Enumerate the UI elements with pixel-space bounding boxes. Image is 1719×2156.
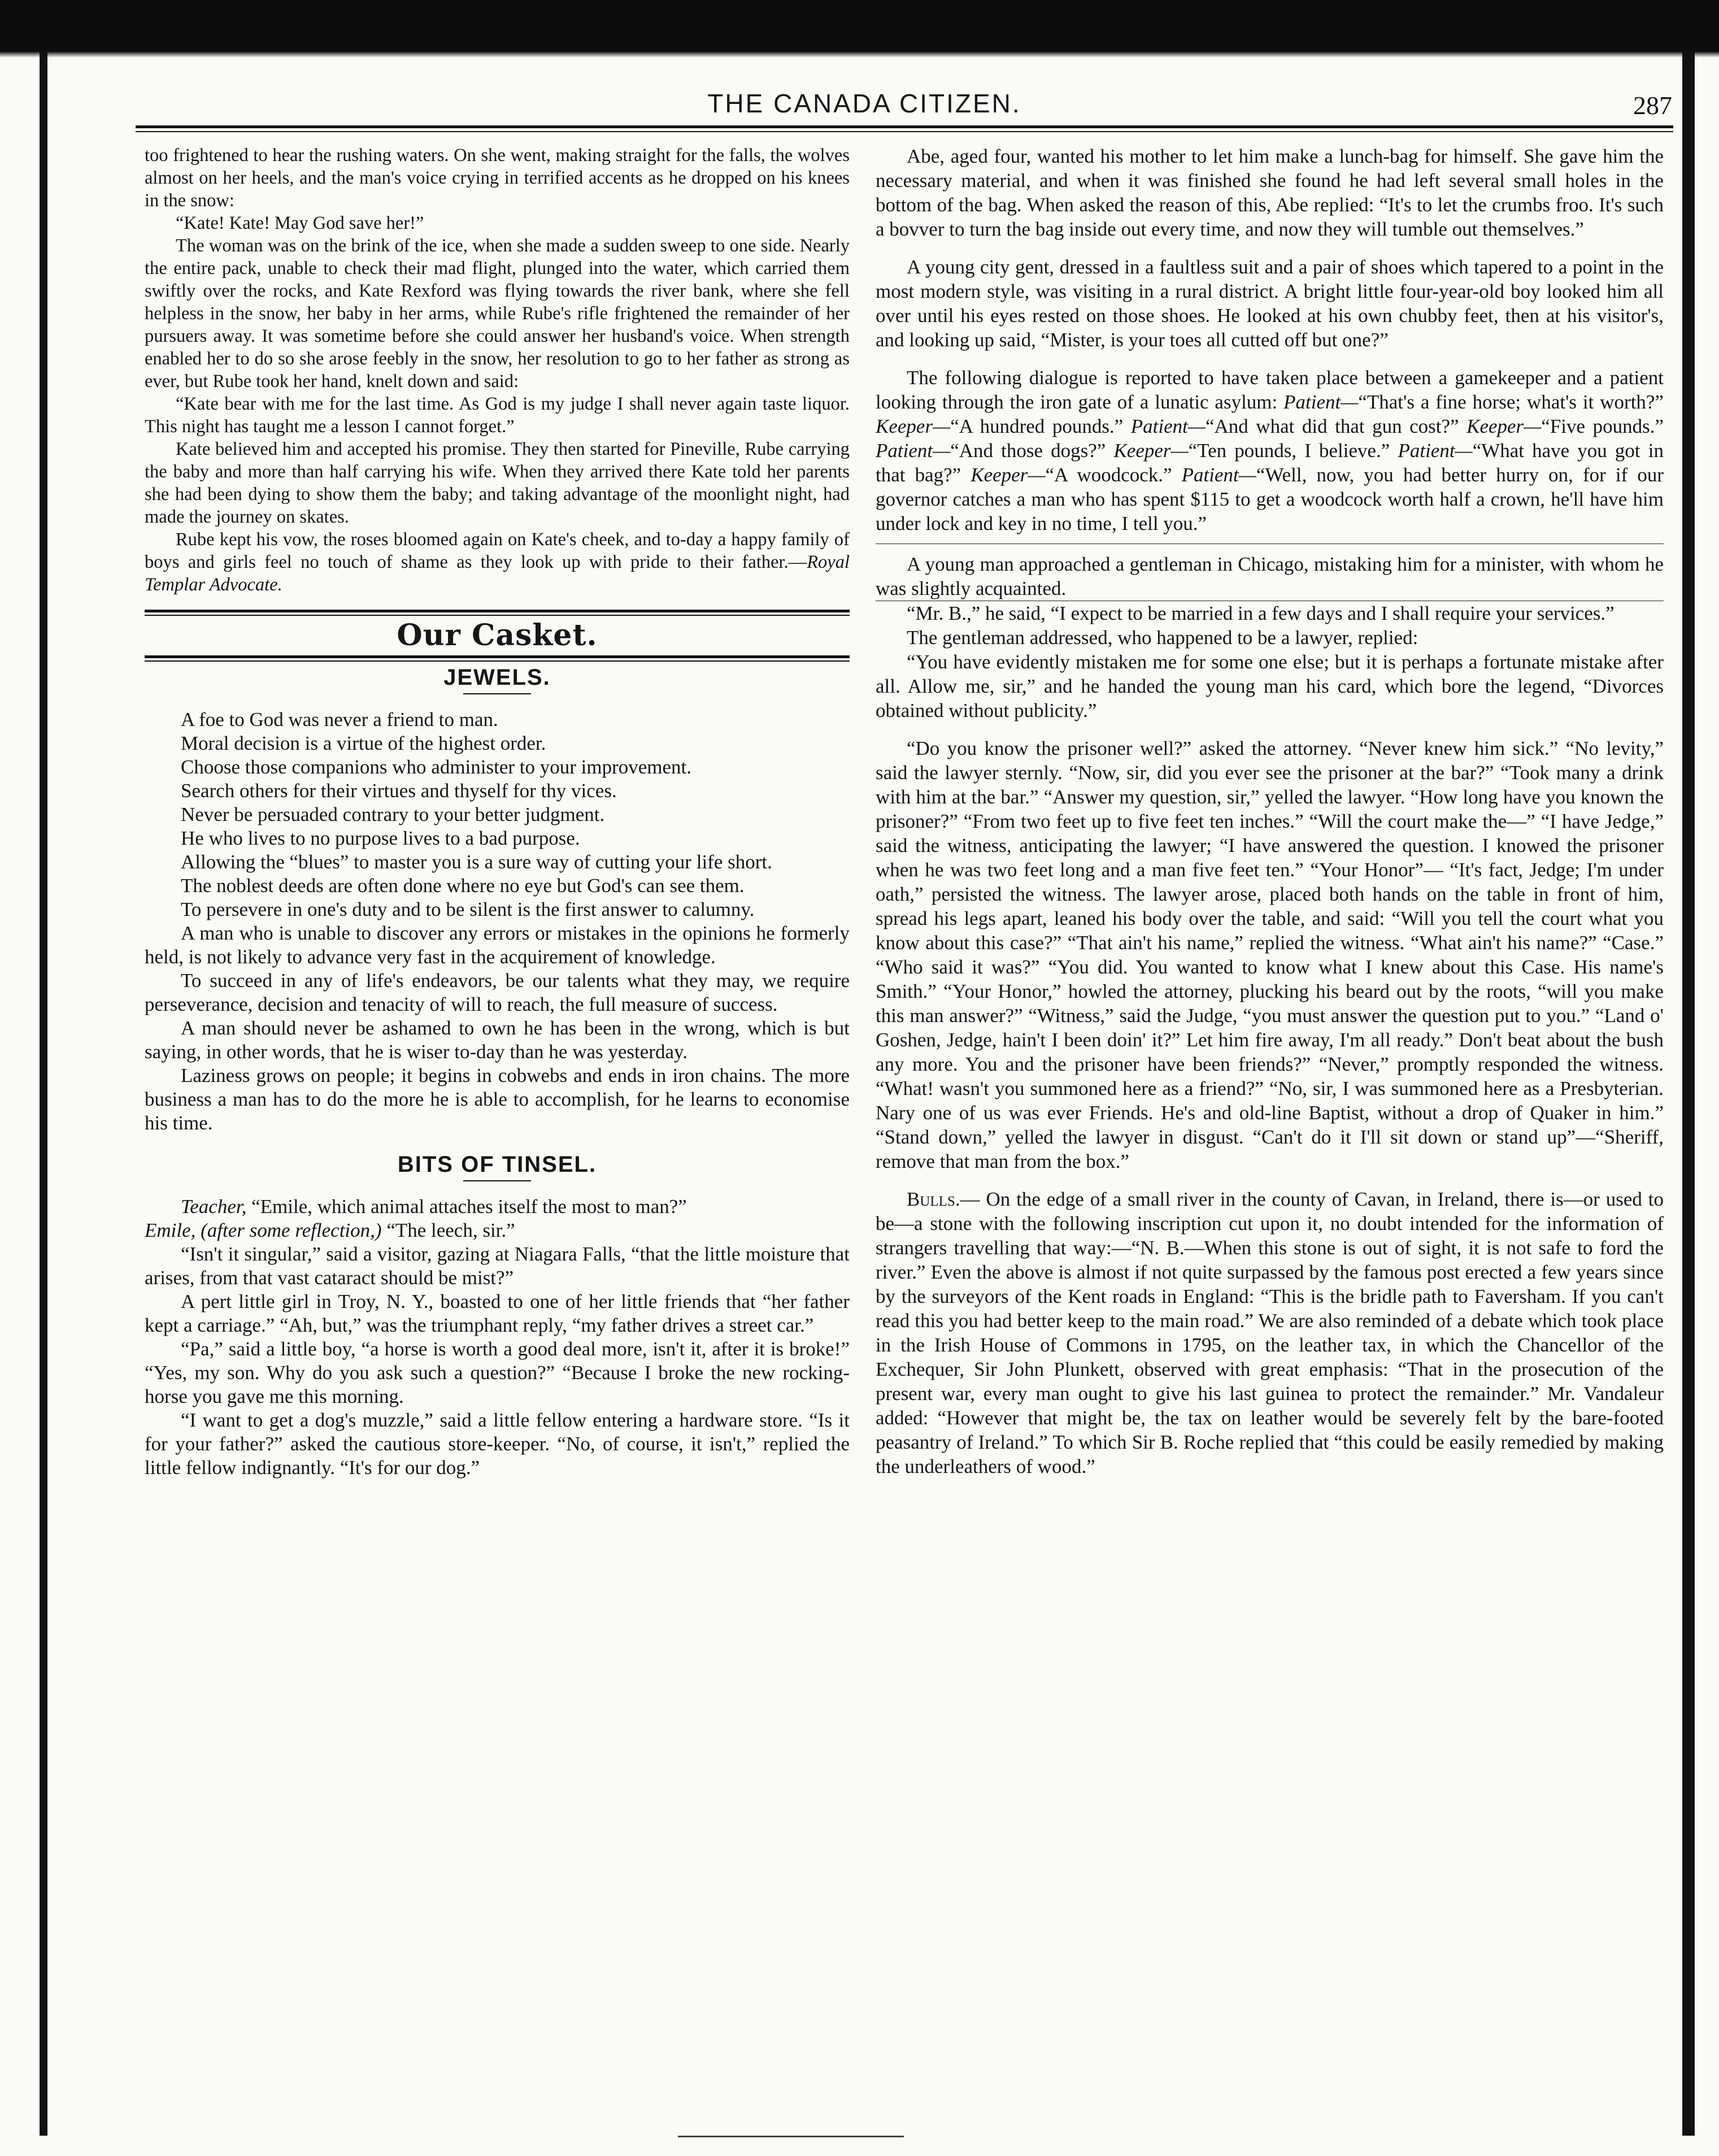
anecdote-chicago: “Mr. B.,” he said, “I expect to be married in a few days and I shall require your services.”	[907, 602, 1614, 624]
scan-left-border	[40, 51, 47, 2136]
story-paragraph: The woman was on the brink of the ice, when she made a sudden sweep to one side. Nearly the entire pack, unable to check their mad flight, plunged into the water, which carried them swiftly over the rocks, and Kate Rexford was flying towards the river bank, where she fell helpless in the snow, her baby in her arms, while Rube's rifle frightened the remainder of her pursuers away. It was sometime before she could answer her husband's voice. When strength enabled her to do so she arose feebly in the snow, her resolution to go to her father as strong as ever, but Rube took her hand, knelt down and said:	[145, 236, 850, 392]
bulls-text: — On the edge of a small river in the county of Cavan, in Ireland, there is—or used to be—a stone with the following inscription cut upon it, no doubt intended for the information of strangers travelling that way:—“N. B.—When this stone is out of sight, it is not safe to ford the river.” Even the above is almost if not quite surpassed by the famous post erected a few years since by the surveyors of the Kent roads in England: “This is the bridle path to Faversham. If you can't read this you had better keep to the main road.” We are also reminded of a debate which took place in the Irish House of Commons in 1795, on the leather tax, in which the Chancellor of the Exchequer, Sir John Plunkett, observed with great emphasis: “That in the prosecution of the present war, every man ought to give his last guinea to protect the remainder.” Mr. Vandaleur added: “However that might be, the tax on leather would be severely felt by the bare-footed peasantry of Ireland.” To which Sir B. Roche replied that “this could be easily remedied by making the underleathers of wood.”	[876, 1188, 1664, 1477]
emile-label: Emile, (after some reflection,)	[145, 1219, 382, 1241]
speaker-patient: Patient—	[1283, 391, 1359, 413]
dialogue-line: “What have you got in that bag?”	[876, 440, 1664, 486]
emile-text: “The leech, sir.”	[381, 1219, 515, 1241]
speaker-patient: Patient—	[876, 440, 951, 462]
header-rule	[136, 125, 1673, 128]
anecdote-gamekeeper	[876, 366, 1664, 536]
dialogue-line: “Well, now, you had better hurry on, for if our governor catches a man who has spent $115 to get a woodcock worth half a crown, he'll have him under lock and key in no time, I tell you.”	[876, 464, 1664, 534]
dialogue-line: “That's a fine horse; what's it worth?”	[1358, 391, 1664, 413]
anecdote-chicago: The gentleman addressed, who happened to be a lawyer, replied:	[907, 627, 1418, 649]
speaker-patient: Patient—	[1130, 415, 1206, 437]
section-divider	[145, 655, 850, 662]
anecdote-chicago: A young man approached a gentleman in Chicago, mistaking him for a minister, with whom he was slightly acquainted.	[876, 553, 1664, 599]
speaker-keeper: Keeper—	[971, 464, 1046, 486]
dialogue-line: “Five pounds.”	[1541, 415, 1664, 437]
dialogue-line: “And what did that gun cost?”	[1205, 415, 1467, 437]
bulls-label: Bulls.	[907, 1188, 960, 1210]
anecdote-chicago: “You have evidently mistaken me for some one else; but it is perhaps a fortunate mistake after all. Allow me, sir,” and he handed the young man his card, which bore the legend, “Divorces obtained without publicity.”	[876, 651, 1664, 721]
story-paragraph: Kate believed him and accepted his promise. They then started for Pineville, Rube carrying the baby and more than half carrying his wife. When they arrived there Kate told her parents she had been dying to show them the baby; and taking advantage of the moonlight night, had made the journey on skates.	[145, 439, 850, 527]
teacher-label: Teacher,	[181, 1196, 247, 1218]
speaker-keeper: Keeper—	[876, 415, 951, 437]
jewel-item: Moral decision is a virtue of the highest order.	[181, 732, 546, 754]
scan-top-shadow	[0, 52, 1719, 58]
scan-bottom-mark	[678, 2136, 904, 2143]
story-paragraph: too frightened to hear the rushing waters. On she went, making straight for the falls, the wolves almost on her heels, and the man's voice crying in terrified accents as he dropped on his knees in the snow:	[145, 145, 850, 211]
story-source: Royal Templar Advocate.	[145, 552, 850, 595]
header-rule-thin	[136, 131, 1673, 132]
page-number: 287	[1633, 91, 1672, 120]
dialogue-intro: The following dialogue is reported to have taken place between a gamekeeper and a patient looking through the iron gate of a lunatic asylum:	[876, 367, 1664, 413]
story-paragraph: “Kate bear with me for the last time. As God is my judge I shall never again taste liquor. This night has taught me a lesson I cannot forget.”	[145, 394, 850, 437]
tinsel-list	[145, 1195, 850, 1480]
jewels-list	[145, 708, 850, 1135]
speaker-patient: Patient—	[1181, 464, 1256, 486]
jewel-item: To succeed in any of life's endeavors, be our talents what they may, we require perseverance, decision and tenacity of will to reach, the full measure of success.	[145, 970, 850, 1015]
jewel-item: Allowing the “blues” to master you is a sure way of cutting your life short.	[181, 851, 772, 873]
anecdote-bulls	[876, 1187, 1664, 1479]
tinsel-item: “Isn't it singular,” said a visitor, gazing at Niagara Falls, “that the little moisture that arises, from that vast cataract should be mist?”	[145, 1243, 850, 1289]
jewel-item: Laziness grows on people; it begins in cobwebs and ends in iron chains. The more business a man has to do the more he is able to accomplish, for he learns to economise his time.	[145, 1064, 850, 1134]
jewel-item: Search others for their virtues and thyself for thy vices.	[181, 780, 617, 802]
jewel-item: A man who is unable to discover any errors or mistakes in the opinions he formerly held, is not likely to advance very fast in the acquirement of knowledge.	[145, 922, 850, 968]
speaker-keeper: Keeper—	[1113, 440, 1189, 462]
story-paragraph	[145, 528, 850, 596]
scan-top-border	[0, 0, 1719, 52]
masthead-title: THE CANADA CITIZEN.	[707, 89, 1021, 118]
speaker-keeper: Keeper—	[1466, 415, 1542, 437]
dialogue-line: “And those dogs?”	[950, 440, 1114, 462]
dialogue-line: “Ten pounds, I believe.”	[1188, 440, 1398, 462]
tinsel-item: “I want to get a dog's muzzle,” said a little fellow entering a hardware store. “Is it for your father?” asked the cautious store-keeper. “No, of course, it isn't,” replied the little fellow indignantly. “It's for our dog.”	[145, 1409, 850, 1479]
story-paragraph: “Kate! Kate! May God save her!”	[176, 213, 424, 233]
jewel-item: Never be persuaded contrary to your better judgment.	[181, 803, 605, 825]
left-column	[145, 144, 850, 2122]
tinsel-item: “Pa,” said a little boy, “a horse is worth a good deal more, isn't it, after it is broke!” “Yes, my son. Why do you ask such a question?” “Because I broke the new rocking-horse you gave me this morning.	[145, 1338, 850, 1407]
story-last-text: Rube kept his vow, the roses bloomed again on Kate's cheek, and to-day a happy family of boys and girls feel no touch of shame as they look up with pride to their father.—	[145, 529, 850, 572]
anecdote-abe: Abe, aged four, wanted his mother to let him make a lunch-bag for himself. She gave him the necessary material, and when it was finished she found he had left several small holes in the bottom of the bag. When asked the reason of this, Abe replied: “It's to let the crumbs froo. It's such a bovver to turn the bag inside out every time, and now they will tumble out themselves.”	[876, 145, 1664, 240]
right-column	[876, 144, 1664, 2122]
dialogue-line: “A woodcock.”	[1045, 464, 1182, 486]
casket-heading: Our Casket.	[397, 618, 598, 653]
section-divider	[145, 610, 850, 616]
anecdote-court: “Do you know the prisoner well?” asked the attorney. “Never knew him sick.” “No levity,” said the lawyer sternly. “Now, sir, did you ever see the prisoner at the bar?” “Took many a drink with him at the bar.” “Answer my question, sir,” yelled the lawyer. “How long have you known the prisoner?” “From two feet up to five feet ten inches.” “Will the court make the—” “I have Jedge,” said the witness, anticipating the lawyer; “I have answered the question. I knowed the prisoner when he was two feet long and a man five feet ten.” “Your Honor”— “It's fact, Jedge; I'm under oath,” persisted the witness. The lawyer arose, placed both hands on the table in front of him, spread his legs apart, leaned his body over the table, and said: “Will you tell the court what you know about this case?” “That ain't his name,” replied the witness. “What ain't his name?” “Case.” “Who said it was?” “You did. You wanted to know what I knew about this Case. His name's Smith.” “Your Honor,” howled the attorney, plucking his beard out by the roots, “will you make this man answer?” “Witness,” said the Judge, “you must answer the question put to you.” “Land o' Goshen, Jedge, hain't I been doin' it?” Let him fire away, I'm all ready.” Don't beat about the bush any more. You and the prisoner have been friends?” “Never,” promptly responded the witness. “What! wasn't you summoned here as a friend?” “No, sir, I was summoned here as a Presbyterian. Nary one of us was ever Friends. He's and old-line Baptist, without a drop of Quaker in him.” “Stand down,” yelled the lawyer in disgust. “Can't do it I'll sit down or stand up”—“Sheriff, remove that man from the box.”	[876, 737, 1664, 1172]
jewel-item: He who lives to no purpose lives to a bad purpose.	[181, 827, 580, 849]
dialogue-line: “A hundred pounds.”	[950, 415, 1131, 437]
scan-right-border	[1682, 51, 1695, 2136]
anecdote-city-gent: A young city gent, dressed in a faultless suit and a pair of shoes which tapered to a point in the most modern style, was visiting in a rural district. A bright little four-year-old boy looked him all over until his eyes rested on those shoes. He looked at his own chubby feet, then at his visitor's, and looking up said, “Mister, is your toes all cutted off but one?”	[876, 256, 1664, 351]
tinsel-item	[145, 1195, 850, 1242]
jewel-item: The noblest deeds are often done where no eye but God's can see them.	[181, 875, 745, 897]
teacher-text: “Emile, which animal attaches itself the most to man?”	[246, 1196, 687, 1218]
jewels-heading: JEWELS.	[443, 665, 551, 690]
jewel-item: A man should never be ashamed to own he has been in the wrong, which is but saying, in other words, that he is wiser to-day than he was yesterday.	[145, 1017, 850, 1063]
speaker-patient: Patient—	[1398, 440, 1473, 462]
jewel-item: A foe to God was never a friend to man.	[181, 708, 498, 731]
tinsel-heading: BITS OF TINSEL.	[397, 1152, 597, 1177]
tinsel-item: A pert little girl in Troy, N. Y., boasted to one of her little friends that “her father kept a carriage.” “Ah, but,” was the triumphant reply, “my father drives a street car.”	[145, 1290, 850, 1336]
jewel-item: Choose those companions who administer to your improvement.	[181, 756, 692, 778]
jewel-item: To persevere in one's duty and to be silent is the first answer to calumny.	[181, 898, 755, 920]
